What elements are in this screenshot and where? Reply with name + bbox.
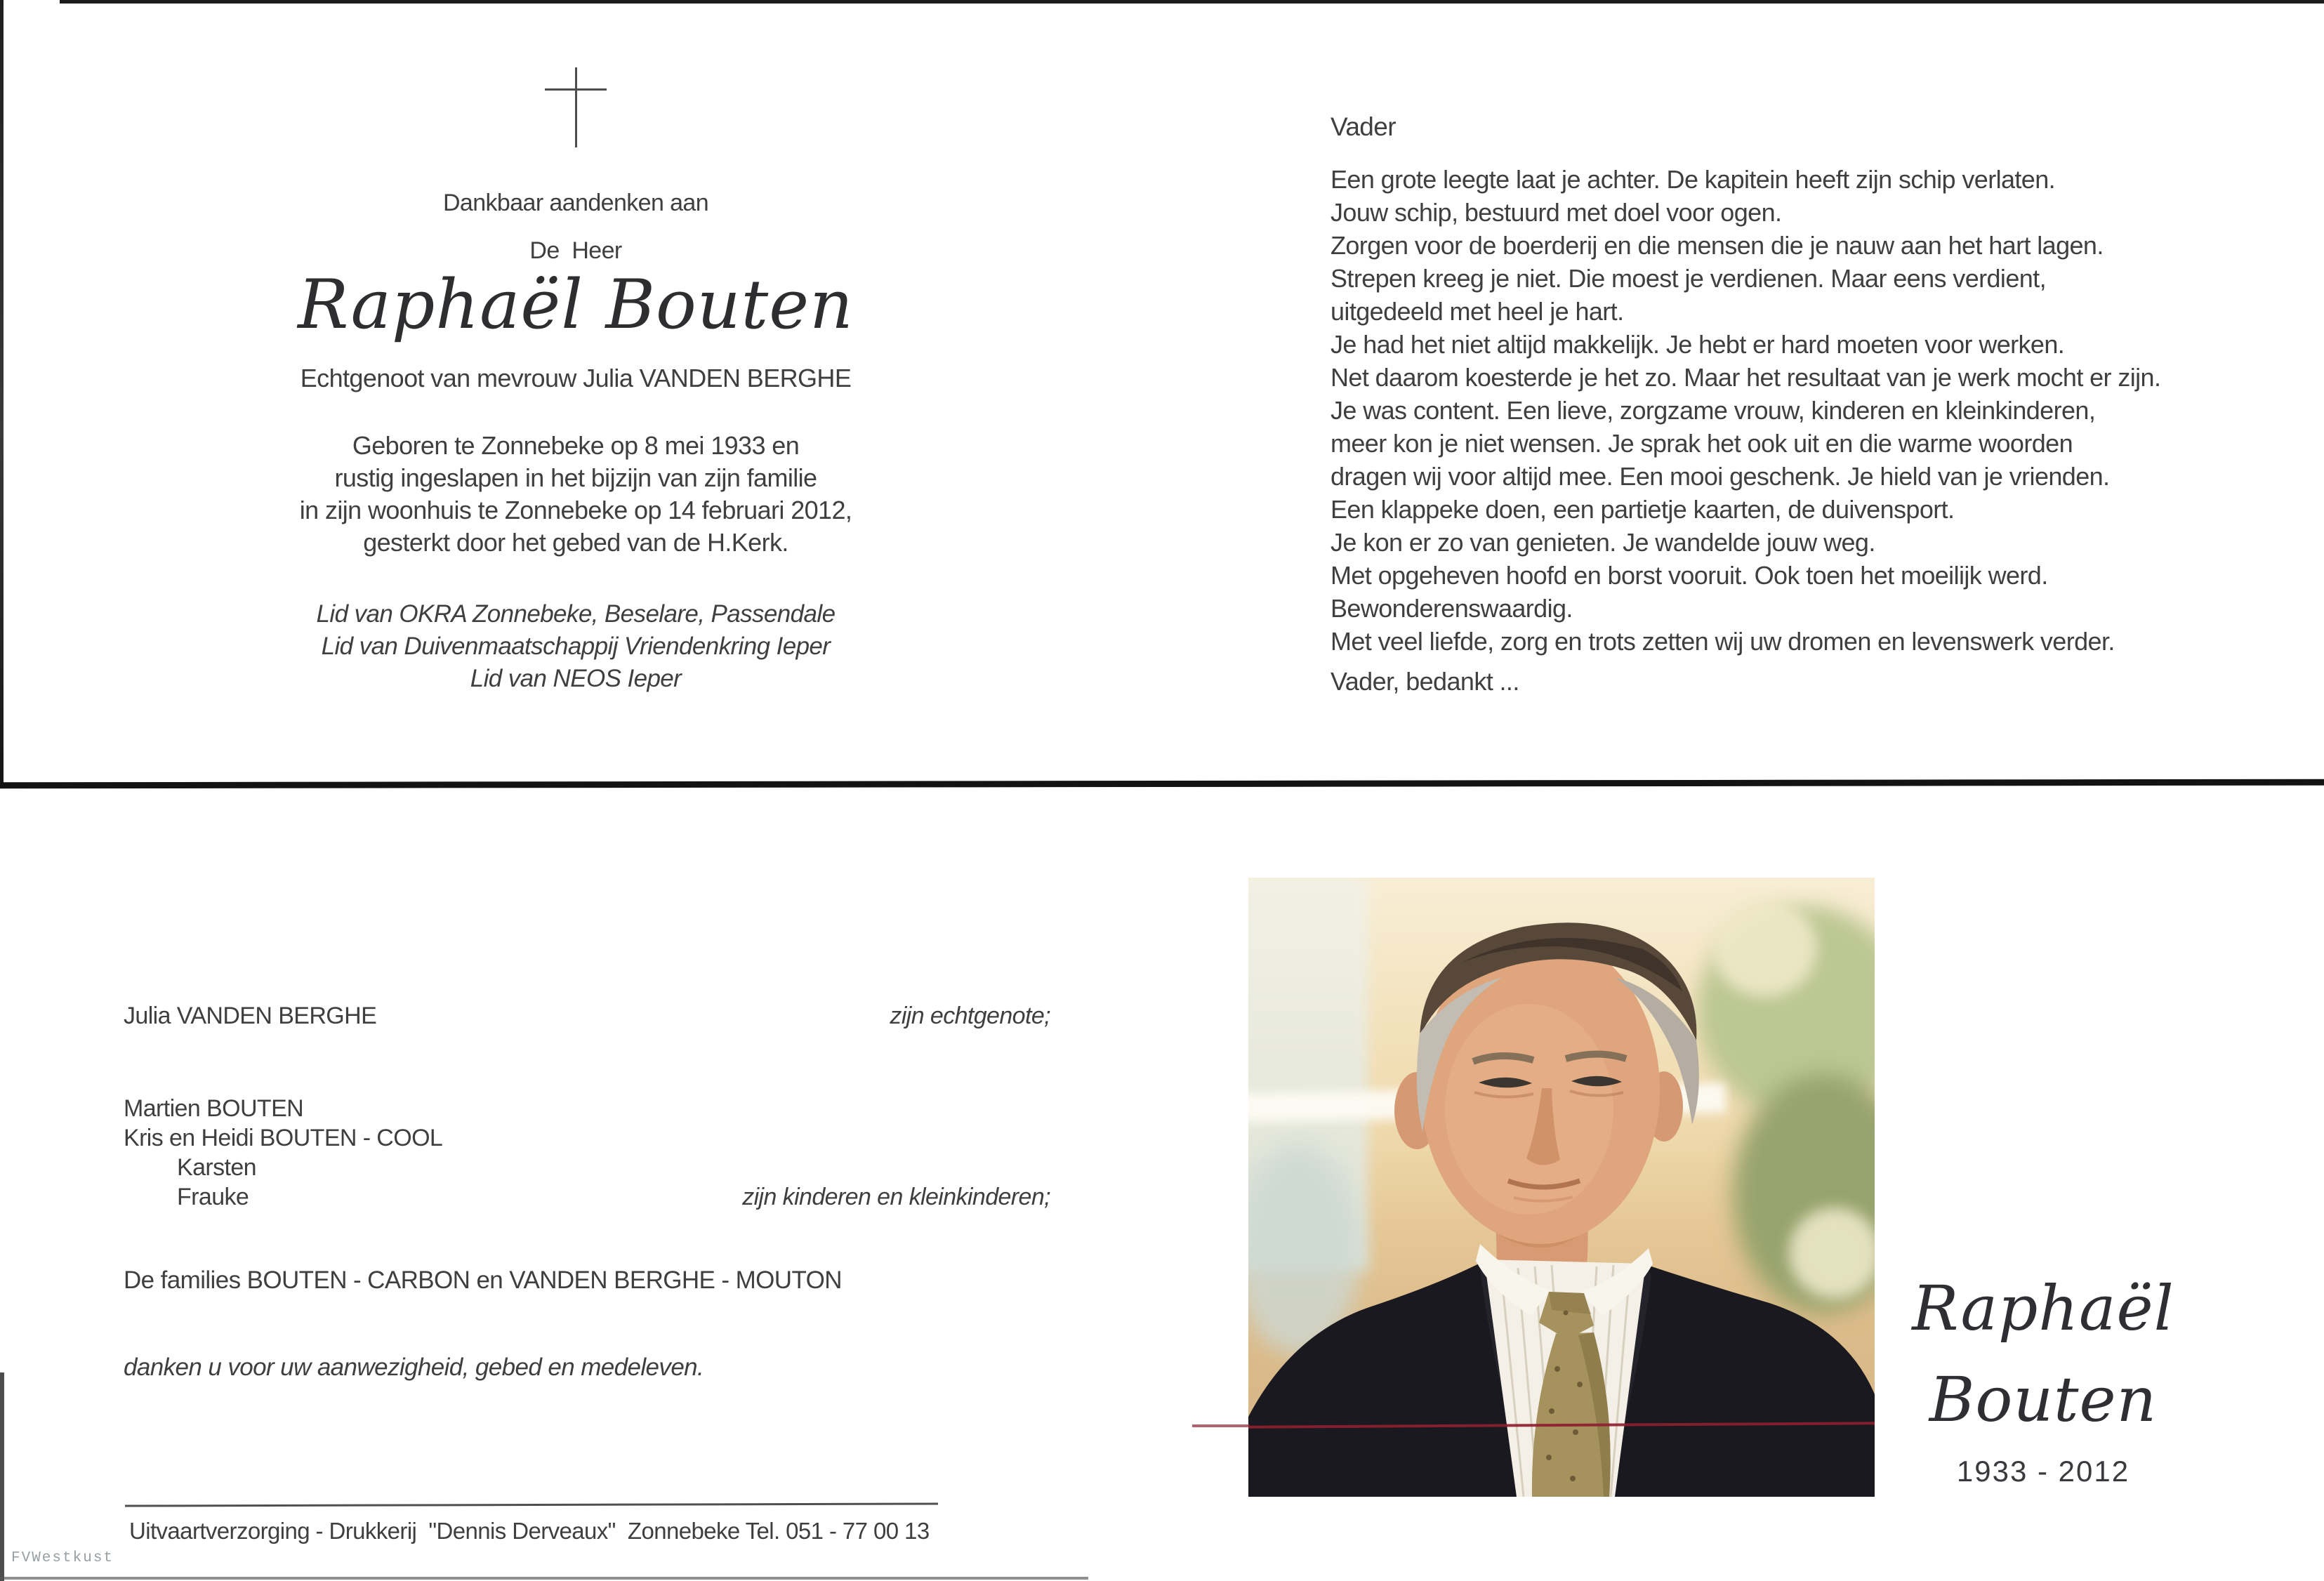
- inside-right-page: [1331, 0, 2299, 772]
- grandchild-name: Karsten: [177, 1154, 256, 1181]
- life-line: Geboren te Zonnebeke op 8 mei 1933 en: [352, 431, 800, 460]
- life-dates-block: [0, 430, 1151, 559]
- footer-divider: [125, 1502, 938, 1507]
- poem-line: Met opgeheven hoofd en borst vooruit. Ook toen het moeilijk werd.: [1331, 561, 2048, 590]
- salutation-line: De Heer: [529, 237, 622, 264]
- cover-first-name: Raphaël: [1912, 1272, 2174, 1344]
- thanks-line: danken u voor uw aanwezigheid, gebed en medeleven.: [124, 1354, 704, 1381]
- cover-years: 1933 - 2012: [1956, 1455, 2130, 1488]
- portrait-photo: [1248, 878, 1875, 1497]
- membership-line: Lid van NEOS Ieper: [470, 665, 682, 692]
- poem-line: Je had het niet altijd makkelijk. Je hebt er hard moeten voor werken.: [1331, 330, 2065, 359]
- membership-block: [0, 598, 1151, 695]
- membership-line: Lid van Duivenmaatschappij Vriendenkring Ieper: [321, 633, 831, 660]
- cross-icon: [575, 67, 577, 147]
- spouse-line: Echtgenoot van mevrouw Julia VANDEN BERGHE: [300, 364, 852, 392]
- poem-closing: Vader, bedankt ...: [1331, 667, 1519, 696]
- poem-line: Een grote leegte laat je achter. De kapitein heeft zijn schip verlaten.: [1331, 165, 2056, 194]
- membership-line: Lid van OKRA Zonnebeke, Beselare, Passendale: [316, 600, 836, 628]
- poem-line: Bewonderenswaardig.: [1331, 594, 1573, 623]
- widow-row: [124, 1003, 1050, 1030]
- scan-divider: [0, 779, 2324, 789]
- poem-line: meer kon je niet wensen. Je sprak het ook uit en die warme woorden: [1331, 429, 2073, 458]
- intro-line: Dankbaar aandenken aan: [442, 190, 709, 216]
- life-line: gesterkt door het gebed van de H.Kerk.: [363, 528, 788, 557]
- widow-name: Julia VANDEN BERGHE: [124, 1003, 377, 1029]
- cross-icon-bar: [545, 88, 607, 91]
- poem-line: Zorgen voor de boerderij en die mensen die je nauw aan het hart lagen.: [1331, 231, 2104, 260]
- watermark: FVWestkust: [11, 1550, 114, 1566]
- poem-line: Je kon er zo van genieten. Je wandelde jouw weg.: [1331, 528, 1875, 557]
- poem: [1331, 163, 2299, 658]
- families-line: De families BOUTEN - CARBON en VANDEN BERGHE - MOUTON: [124, 1266, 842, 1294]
- poem-heading: Vader: [1331, 112, 1396, 141]
- poem-line: uitgedeeld met heel je hart.: [1331, 297, 1624, 326]
- cover-last-name: Bouten: [1929, 1363, 2158, 1436]
- scan-edge-bottom: [0, 1577, 1088, 1580]
- man-silhouette: [1248, 878, 1875, 1497]
- printer-footer: Uitvaartverzorging - Drukkerij "Dennis Derveaux" Zonnebeke Tel. 051 - 77 00 13: [129, 1518, 930, 1544]
- life-line: in zijn woonhuis te Zonnebeke op 14 februari 2012,: [299, 496, 852, 524]
- scan-edge-left-bottom: [0, 1372, 4, 1581]
- poem-line: Net daarom koesterde je het zo. Maar het resultaat van je werk mocht er zijn.: [1331, 363, 2161, 392]
- deceased-name: Raphaël Bouten: [298, 265, 854, 344]
- poem-line: Een klappeke doen, een partietje kaarten, de duivensport.: [1331, 495, 1955, 524]
- grandchild-name: Frauke: [177, 1184, 249, 1210]
- inside-left-page: [0, 0, 1151, 772]
- children-relation: zijn kinderen en kleinkinderen;: [742, 1184, 1050, 1210]
- life-line: rustig ingeslapen in het bijzijn van zijn familie: [334, 463, 817, 492]
- scan-red-line-ext: [1192, 1424, 1250, 1427]
- widow-relation: zijn echtgenote;: [890, 1003, 1050, 1029]
- poem-line: Jouw schip, bestuurd met doel voor ogen.: [1331, 198, 1782, 227]
- poem-line: Strepen kreeg je niet. Die moest je verdienen. Maar eens verdient,: [1331, 264, 2046, 293]
- poem-line: Met veel liefde, zorg en trots zetten wij uw dromen en levenswerk verder.: [1331, 627, 2115, 656]
- poem-line: Je was content. Een lieve, zorgzame vrouw, kinderen en kleinkinderen,: [1331, 396, 2096, 425]
- grandchild-row: [124, 1184, 1050, 1211]
- child-name: Kris en Heidi BOUTEN - COOL: [124, 1125, 443, 1151]
- child-name: Martien BOUTEN: [124, 1095, 304, 1122]
- poem-line: dragen wij voor altijd mee. Een mooi geschenk. Je hield van je vrienden.: [1331, 462, 2110, 491]
